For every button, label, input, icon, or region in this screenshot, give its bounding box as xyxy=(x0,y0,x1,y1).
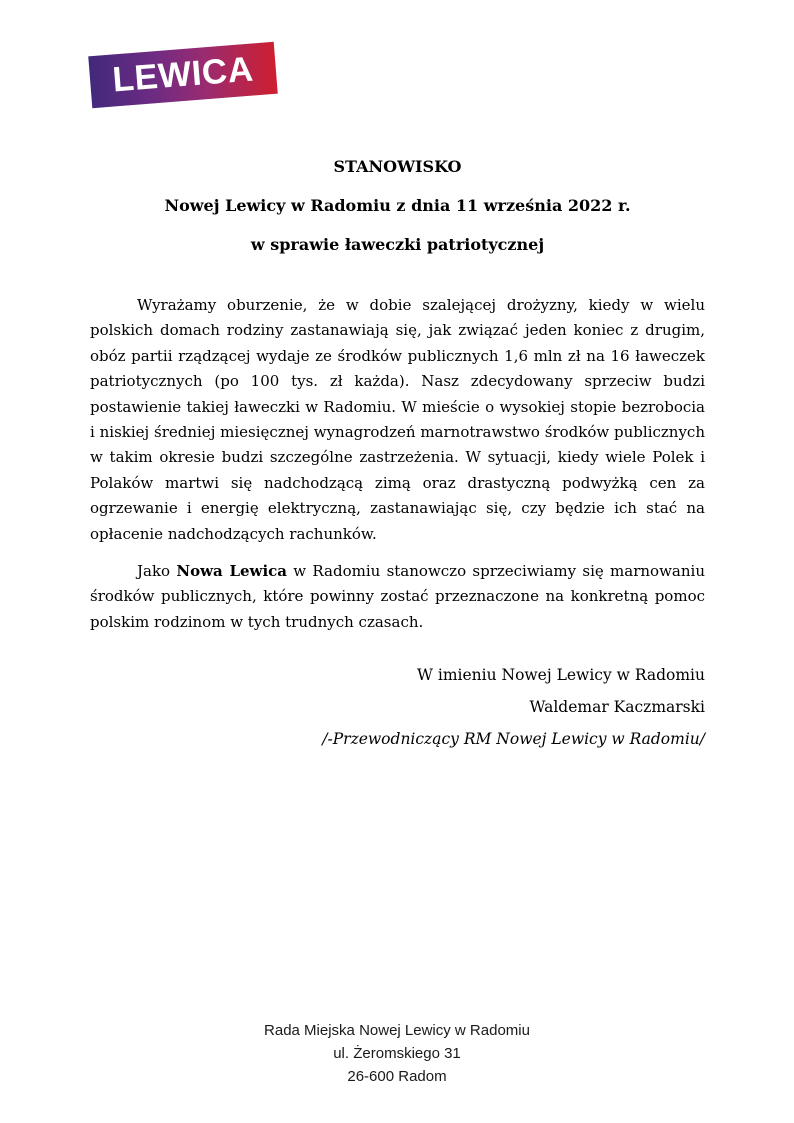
footer-organization: Rada Miejska Nowej Lewicy w Radomiu xyxy=(264,1022,530,1039)
signature-on-behalf: W imieniu Nowej Lewicy w Radomiu xyxy=(417,666,705,684)
lewica-logo-text: LEWICA xyxy=(111,49,255,99)
footer-address-block xyxy=(0,1019,794,1088)
lewica-logo xyxy=(88,42,278,108)
body-paragraph-2-suffix: w Radomiu stanowczo sprzeciwiamy się marnowaniu środków publicznych, które powinny zostać przeznaczone na konkretną pomoc polskim rodzinom w tych trudnych czasach. xyxy=(90,562,705,631)
signature-name: Waldemar Kaczmarski xyxy=(529,698,705,716)
signature-block xyxy=(90,659,705,755)
footer-street: ul. Żeromskiego 31 xyxy=(333,1045,461,1062)
document-title-block xyxy=(90,147,705,264)
body-paragraph-1-text: Wyrażamy oburzenie, że w dobie szalejącej drożyzny, kiedy w wielu polskich domach rodziny zastanawiają się, jak związać jeden koniec z drugim, obóz partii rządzącej wydaje ze środków publicznych 1,6 mln zł na 16 ławeczek patriotycznych (po 100 tys. zł każda). Nasz zdecydowany sprzeciw budzi postawienie takiej ławeczki w Radomiu. W mieście o wysokiej stopie bezrobocia i niskiej średniej miesięcznej wynagrodzeń marnotrawstwo środków publicznych w takim okresie budzi szczególne zastrzeżenia. W sytuacji, kiedy wiele Polek i Polaków martwi się nadchodzącą zimą oraz drastyczną podwyżką cen za ogrzewanie i energię elektryczną, zastanawiając się, czy będzie ich stać na opłacenie nadchodzących rachunków. xyxy=(90,296,705,543)
body-paragraph-1 xyxy=(90,293,705,547)
document-body xyxy=(90,293,705,647)
body-paragraph-2-bold: Nowa Lewica xyxy=(176,562,287,581)
footer-city: 26-600 Radom xyxy=(347,1068,447,1085)
title-line-party-date: Nowej Lewicy w Radomiu z dnia 11 września 2022 r. xyxy=(164,196,631,215)
signature-role: /-Przewodniczący RM Nowej Lewicy w Radomiu/ xyxy=(322,730,705,748)
body-paragraph-2-prefix: Jako xyxy=(137,562,177,581)
body-paragraph-2 xyxy=(90,559,705,635)
title-line-subject: w sprawie ławeczki patriotycznej xyxy=(250,235,545,254)
title-line-stanowisko: STANOWISKO xyxy=(333,157,462,176)
